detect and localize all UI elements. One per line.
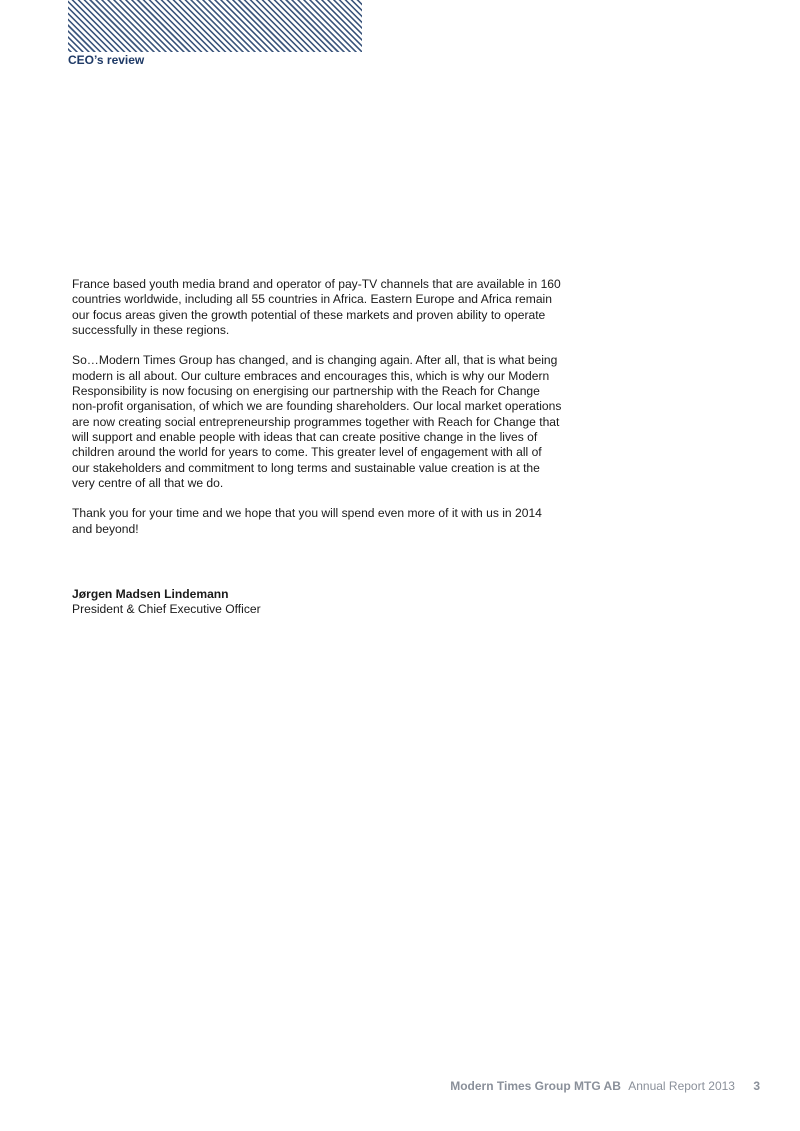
page-number: 3 — [753, 1079, 760, 1093]
section-title: CEO’s review — [68, 53, 145, 67]
paragraph: So…Modern Times Group has changed, and is changing again. After all, that is what being modern is all about. Our culture embraces and encourages this, which is why our Modern Responsibility is now focusing on energising our partnership with the Reach for Change non-profit organisation, of which we are founding shareholders. Our local market operations are now creating social entrepreneurship programmes together with Reach for Change that will support and enable people with ideas that can create positive change in the lives of children around the world for years to come. This greater level of engagement with all of our stakeholders and commitment to long terms and sustainable value creation is at the very centre of all that we do. — [72, 353, 562, 490]
signatory-title: President & Chief Executive Officer — [72, 602, 261, 617]
body-text — [72, 277, 562, 552]
signatory-name: Jørgen Madsen Lindemann — [72, 587, 229, 601]
paragraph: Thank you for your time and we hope that you will spend even more of it with us in 2014 and beyond! — [72, 506, 542, 536]
paragraph: France based youth media brand and operator of pay-TV channels that are available in 160 countries worldwide, including all 55 countries in Africa. Eastern Europe and Africa remain our focus areas given the growth potential of these markets and proven ability to operate successfully in these regions. — [72, 277, 561, 337]
footer-report-title: Annual Report 2013 — [628, 1079, 735, 1093]
signature-block — [72, 587, 261, 618]
footer-company: Modern Times Group MTG AB — [450, 1079, 621, 1093]
decorative-hatch-pattern — [68, 0, 362, 52]
page-footer — [450, 1079, 760, 1093]
